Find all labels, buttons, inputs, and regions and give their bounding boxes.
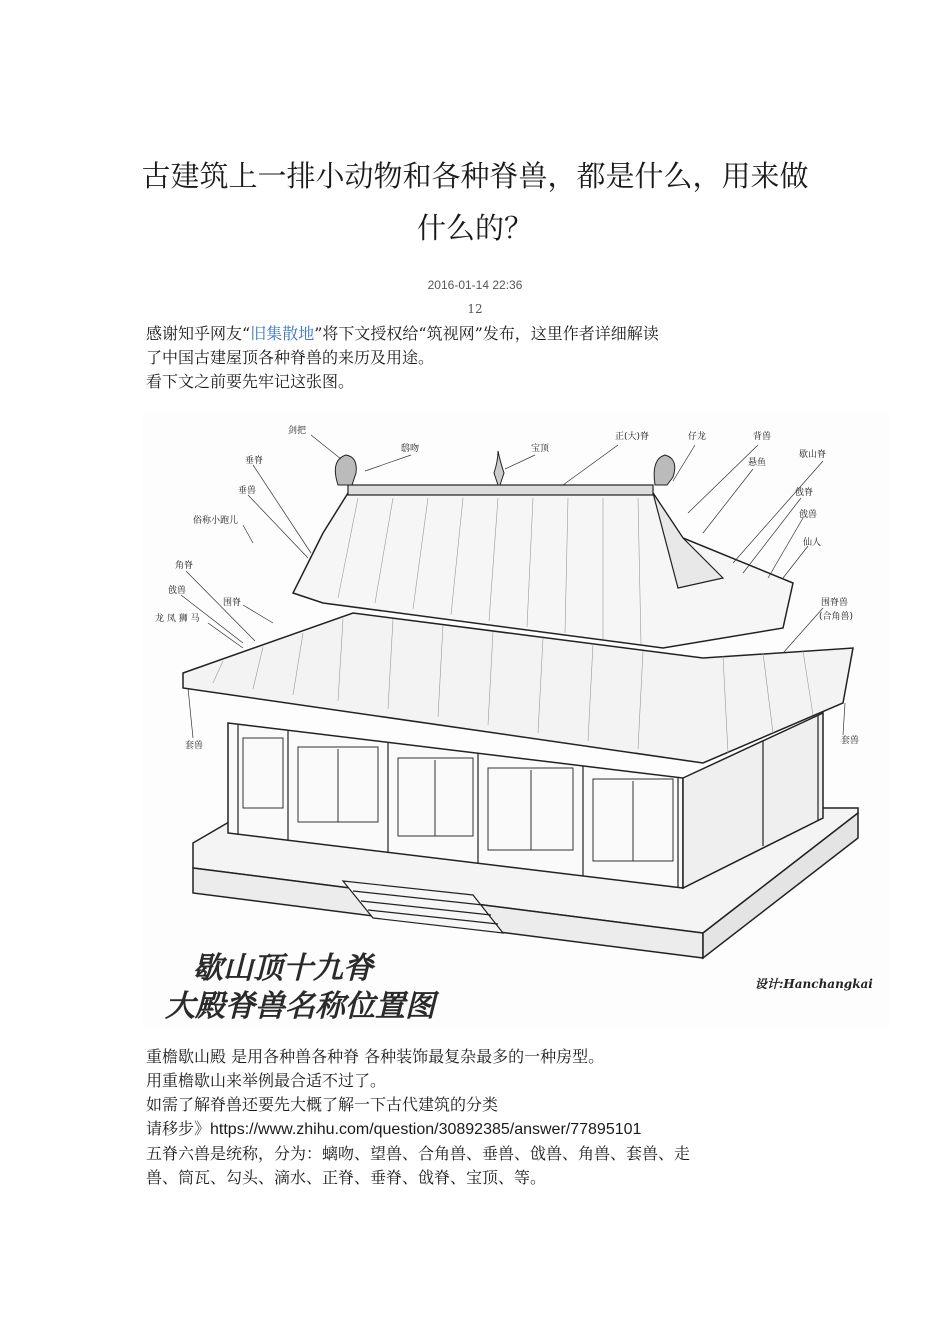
label-weijishou: 围脊兽 xyxy=(821,598,849,608)
intro-text-prefix: 感谢知乎网友“ xyxy=(146,324,251,343)
article-title-line-2: 什么的？ xyxy=(416,211,533,245)
body-line-3: 如需了解脊兽还要先大概了解一下古代建筑的分类 xyxy=(146,1095,499,1114)
publish-date: 2016-01-14 22:36 xyxy=(427,278,523,292)
body-line-1: 重檐歇山殿 是用各种兽各种脊 各种装饰最复杂最多的一种房型。 xyxy=(146,1047,605,1066)
label-jianba: 剑把 xyxy=(288,426,307,436)
label-xianren: 仙人 xyxy=(803,538,822,548)
label-xieshanji: 歇山脊 xyxy=(799,450,827,460)
label-weiji: 围脊 xyxy=(223,598,242,608)
zhihu-url-link[interactable]: https://www.zhihu.com/question/30892385/answer/77895101 xyxy=(210,1121,642,1138)
author-link[interactable]: 旧集散地 xyxy=(250,324,315,343)
figure-caption-line-2: 大殿脊兽名称位置图 xyxy=(165,989,435,1024)
hall-illustration xyxy=(143,413,889,1027)
label-baoding: 宝顶 xyxy=(531,444,550,454)
body-line-2: 用重檐歇山来举例最合适不过了。 xyxy=(146,1071,387,1090)
label-taoshou-right: 套兽 xyxy=(841,736,860,746)
roof-beast-diagram xyxy=(143,413,889,1027)
figure-caption-line-1: 歇山顶十九脊 xyxy=(193,951,373,986)
intro-text-suffix: ”将下文授权给“筑视网”发布，这里作者详细解读 xyxy=(314,324,659,343)
body-line-5: 五脊六兽是统称，分为：螭吻、望兽、合角兽、垂兽、戗兽、角兽、套兽、走 xyxy=(146,1144,691,1163)
label-jiaoji: 角脊 xyxy=(175,561,194,571)
label-qiangji: 戗脊 xyxy=(795,488,814,498)
main-ridge xyxy=(348,485,653,495)
article-title xyxy=(120,150,830,254)
view-count: 12 xyxy=(467,302,483,316)
label-zailong: 仔龙 xyxy=(688,432,707,442)
label-xiaopaoer: 俗称小跑儿 xyxy=(193,516,239,526)
intro-paragraph-2: 看下文之前要先牢记这张图。 xyxy=(146,372,355,391)
label-taoshou-left: 套兽 xyxy=(185,741,204,751)
label-chuishou: 垂兽 xyxy=(238,486,257,496)
label-qiangshou-right: 戗兽 xyxy=(799,510,818,520)
label-chuiji: 垂脊 xyxy=(245,456,264,466)
label-zhengji: 正(大)脊 xyxy=(615,432,650,442)
article-title-line-1: 古建筑上一排小动物和各种脊兽，都是什么，用来做 xyxy=(141,159,809,193)
body-line-4-prefix: 请移步》 xyxy=(146,1119,211,1138)
body-line-6: 兽、筒瓦、勾头、滴水、正脊、垂脊、戗脊、宝顶、等。 xyxy=(146,1168,547,1187)
intro-paragraph-1 xyxy=(146,322,806,394)
body-paragraph xyxy=(146,1045,806,1190)
intro-text-line-2: 了中国古建屋顶各种脊兽的来历及用途。 xyxy=(146,348,435,367)
chiwen-ornaments xyxy=(335,455,674,485)
label-qiangshou-left: 戗兽 xyxy=(168,586,187,596)
label-longfengshima: 龙 凤 狮 马 xyxy=(155,614,200,624)
label-chiwen: 鸱吻 xyxy=(401,444,420,454)
label-hejiaoshou: (合角兽) xyxy=(819,612,854,622)
label-xuanyu: 悬鱼 xyxy=(748,458,767,468)
figure-credit: 设计:Hanchangkai xyxy=(755,977,873,991)
baoding-ornament xyxy=(494,451,504,485)
label-beishou: 背兽 xyxy=(753,432,772,442)
